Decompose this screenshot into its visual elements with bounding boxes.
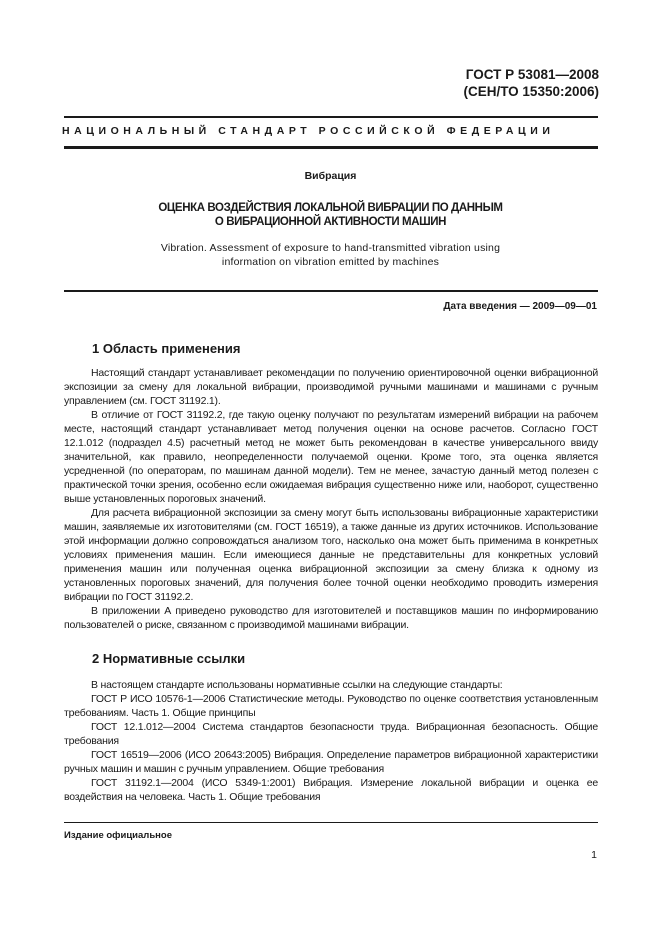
national-standard-banner: НАЦИОНАЛЬНЫЙ СТАНДАРТ РОССИЙСКОЙ ФЕДЕРАЦИИ — [62, 125, 555, 137]
paragraph: В отличие от ГОСТ 31192.2, где такую оценку получают по результатам измерений вибрации на рабочем месте, настоящий стандарт устанавливает метод получения оценки на основе расчетов. Согласно ГОСТ 12.1.012 (подраздел 4.5) расчетный метод не может быть рекомендован в качестве универсального ввиду значительной, как правило, неопределенности получаемой оценки. Кроме того, эта оценка является усредненной (по операторам, по машинам данной модели). Тем не менее, зачастую данный метод полезен с практической точки зрения, особенно если ожидаемая вибрация существенно ниже или, наоборот, существенно выше установленных пороговых значений. — [64, 409, 598, 505]
standard-code — [464, 66, 599, 100]
section-2-heading: 2 Нормативные ссылки — [92, 651, 246, 666]
document-title — [0, 201, 661, 229]
banner-rule — [64, 146, 598, 149]
english-title-line-2: information on vibration emitted by machines — [221, 256, 440, 268]
reference-item: ГОСТ 12.1.012—2004 Система стандартов безопасности труда. Вибрационная безопасность. Общие требования — [64, 721, 598, 747]
section-2-body — [64, 678, 598, 804]
topic-heading: Вибрация — [304, 170, 357, 182]
reference-item: ГОСТ 31192.1—2004 (ИСО 5349-1:2001) Вибрация. Измерение локальной вибрации и оценка ее воздействия на человека. Часть 1. Общие требования — [64, 777, 598, 803]
title-line-2: О ВИБРАЦИОННОЙ АКТИВНОСТИ МАШИН — [214, 216, 447, 228]
paragraph: Для расчета вибрационной экспозиции за смену могут быть использованы вибрационные характеристики машин, заявляемые их изготовителями (см. ГОСТ 16519), а также данные из других источников. Использование этой информации должно сопровождаться анализом того, насколько она может быть применима в конкретных условиях применения машин. Если имеющиеся данные не представительны для конкретных условий применения машин или полученная оценка вибрационной экспозиции за смену близка к одному из установленных пороговых значений, для получения более точной оценки необходимо проводить измерения вибрации по ГОСТ 31192.2. — [64, 507, 598, 603]
official-edition-note: Издание официальное — [64, 830, 172, 841]
english-title-line-1: Vibration. Assessment of exposure to hand-transmitted vibration using — [160, 242, 501, 254]
paragraph: Настоящий стандарт устанавливает рекомендации по получению ориентировочной оценки вибрационной экспозиции за смену для локальной вибрации, производимой ручными машинами и машинами с ручным управлением (см. ГОСТ 31192.1). — [64, 367, 598, 407]
section-1-body — [64, 366, 598, 632]
section-1-heading: 1 Область применения — [92, 341, 241, 356]
introduction-date: Дата введения — 2009—09—01 — [443, 301, 597, 312]
english-title — [0, 241, 661, 269]
standard-number: ГОСТ Р 53081—2008 — [465, 67, 599, 82]
reference-item: ГОСТ 16519—2006 (ИСО 20643:2005) Вибрация. Определение параметров вибрационной характеристики ручных машин и машин с ручным управлением. Общие требования — [64, 749, 598, 775]
standard-equivalent: (СЕН/ТО 15350:2006) — [463, 84, 599, 99]
page-number: 1 — [591, 849, 597, 861]
top-rule — [64, 116, 598, 118]
title-line-1: ОЦЕНКА ВОЗДЕЙСТВИЯ ЛОКАЛЬНОЙ ВИБРАЦИИ ПО ДАННЫМ — [158, 202, 503, 214]
paragraph: В приложении А приведено руководство для изготовителей и поставщиков машин по информированию пользователей о риске, связанном с производимой машинами вибрации. — [64, 605, 598, 631]
paragraph: В настоящем стандарте использованы нормативные ссылки на следующие стандарты: — [91, 679, 503, 691]
reference-item: ГОСТ Р ИСО 10576-1—2006 Статистические методы. Руководство по оценке соответствия установленным требованиям. Часть 1. Общие принципы — [64, 693, 598, 719]
footer-rule — [64, 822, 598, 823]
title-rule — [64, 290, 598, 292]
